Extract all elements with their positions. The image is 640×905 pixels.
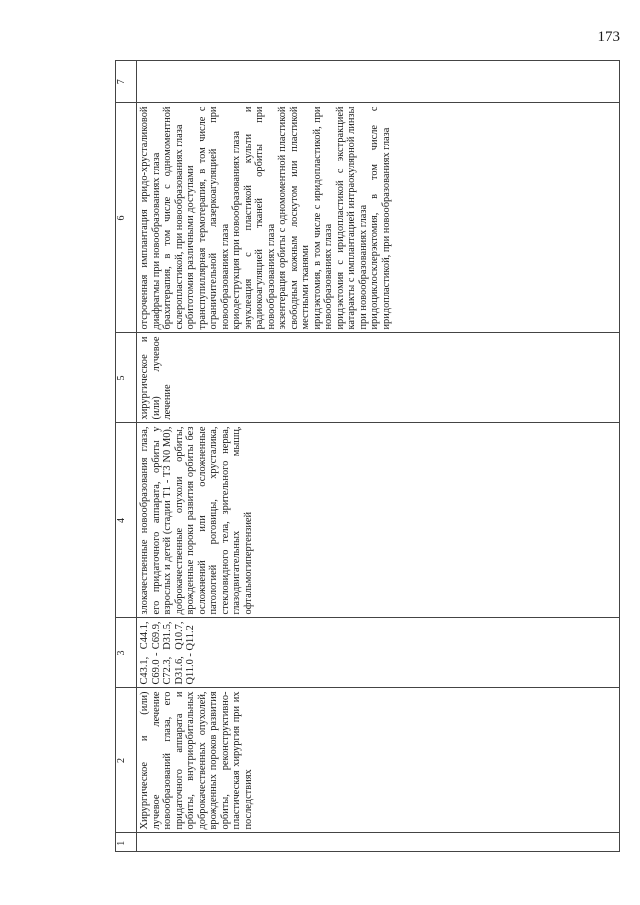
cell-treatment-type: хирургическое и (или) лучевое лечение [137,333,621,423]
method-item: транспупиллярная термотерапия, в том числе с ограничительной лазеркоагуляцией при новообразованиях глаза [196,106,231,330]
column-number: 3 [116,618,137,688]
services-table [116,61,620,852]
method-item: орбитотомия различными доступами [185,165,196,330]
column-number: 5 [116,333,137,423]
column-number: 2 [116,688,137,833]
method-item: криодеструкция при новообразованиях глаза [231,131,242,330]
table-row [137,61,621,852]
rotated-table-sheet [115,60,620,852]
column-number: 7 [116,61,137,103]
method-item: иридоциклосклерэктомия, в том числе с иридопластикой, при новообразованиях глаза [369,106,392,330]
method-item: экзентерация орбиты с одномоментной пластикой свободным кожным лоскутом или пластикой местными тканями [277,106,311,330]
method-item: брахитерапия, в том числе с одномоментной склеропластикой, при новообразованиях глаза [162,106,185,330]
method-item: отсроченная имплантация иридо-хрусталиковой диафрагмы при новообразованиях глаза [139,106,162,330]
page-number: 173 [597,29,620,45]
column-number: 6 [116,103,137,333]
cell-treatment-profile: Хирургическое и (или) лучевое лечение новообразований глаза, его придаточного аппарата и орбиты, внутриорбитальных доброкачественных опухолей, врожденных пороков развития орбиты, реконструктивно-пластическая хирургия при их последствиях [137,688,621,833]
cell-patient-model: злокачественные новообразования глаза, его придаточного аппарата, орбиты у взрослых и детей (стадии T1 - T3 N0 M0), доброкачественные опухоли орбиты, врожденные пороки развития орбиты без осложнений или осложненные патологией роговицы, хрусталика, стекловидного тела, зрительного нерва, глазодвигательных мышц, офтальмогипертензией [137,423,621,618]
cell-icd-codes: C43.1, C44.1, C69.0 - C69.9, C72.3, D31.5, D31.6, Q10.7, Q11.0 - Q11.2 [137,618,621,688]
column-number: 4 [116,423,137,618]
method-item: иридэктомия, в том числе с иридопластикой, при новообразованиях глаза [311,106,334,330]
cell-cost [137,61,621,103]
cell-treatment-methods [137,103,621,333]
cell-number [137,833,621,852]
column-number-row [116,61,137,852]
rotated-table-container [116,61,620,852]
method-item: иридэктомия с иридопластикой с экстракцией катаракты с имплантацией интраокулярной линзы при новообразованиях глаза [334,106,369,330]
method-item: энуклеация с пластикой культи и радиокоагуляцией тканей орбиты при новообразованиях глаза [242,106,277,330]
column-number: 1 [116,833,137,852]
